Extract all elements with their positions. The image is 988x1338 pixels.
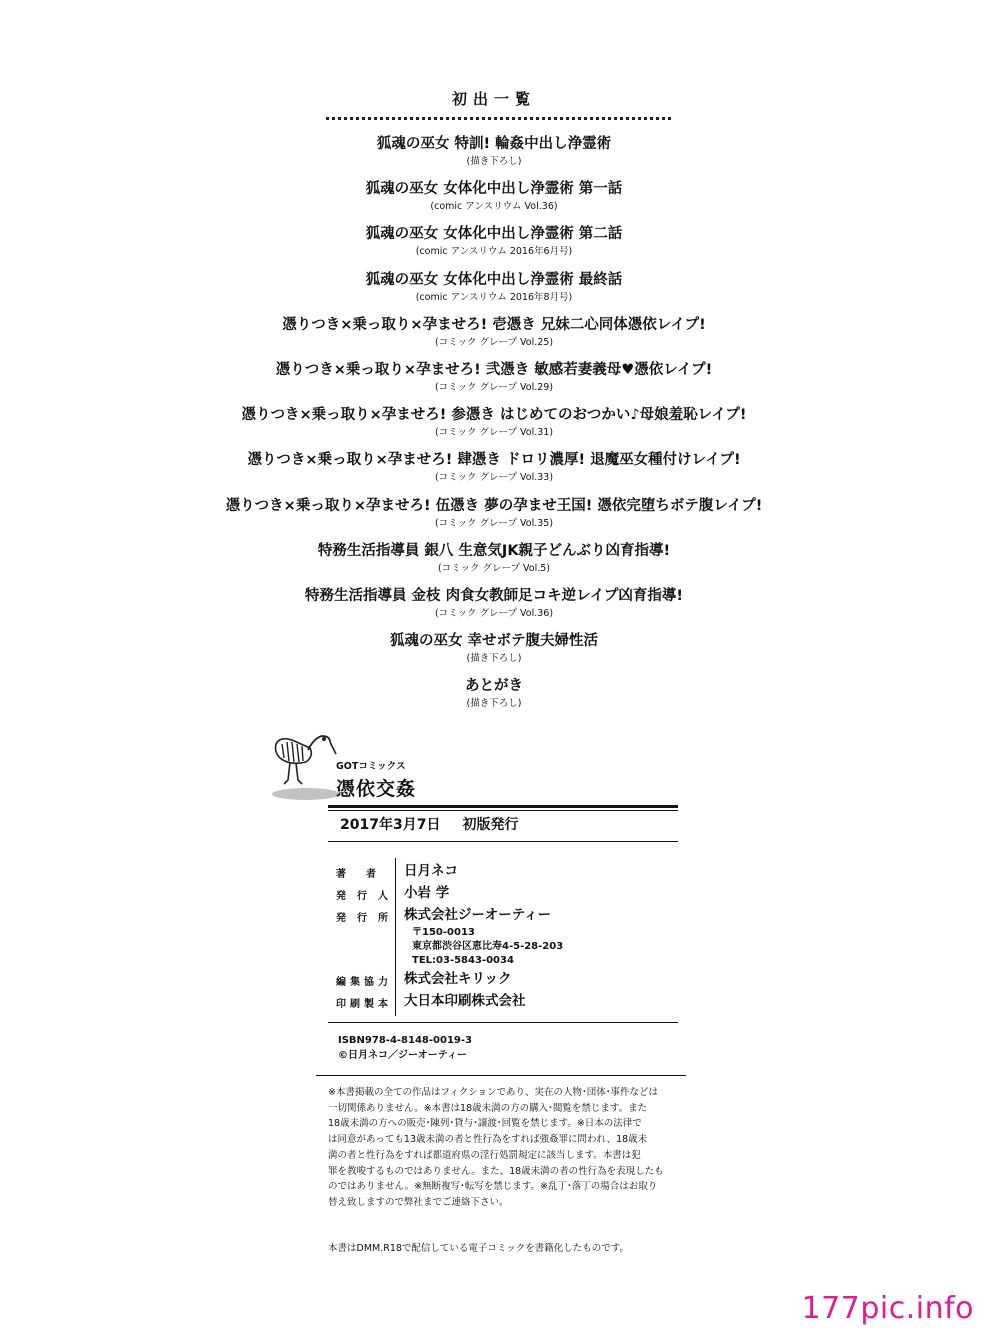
- entry-title: 憑りつき×乗っ取り×孕ませろ! 参憑き はじめてのおつかい♪母娘羞恥レイプ!: [241, 407, 747, 424]
- credit-label: 発 行 人: [336, 891, 388, 902]
- address-street: 東京都渋谷区恵比寿4-5-28-203: [412, 941, 564, 952]
- entry-title: 憑りつき×乗っ取り×孕ませろ! 肆憑き ドロリ濃厚! 退魔巫女種付けレイプ!: [247, 452, 741, 469]
- credit-label: 印 刷 製 本: [336, 999, 388, 1010]
- entry-source: (コミック グレープ Vol.25): [434, 336, 554, 348]
- list-item: [0, 585, 988, 630]
- credit-label: 発 行 所: [336, 913, 388, 924]
- notice-line: 一切関係ありません。※本書は18歳未満の方の購入･閲覧を禁じます。また: [328, 1102, 648, 1114]
- list-item: [0, 675, 988, 720]
- credit-value: 日月ネコ: [404, 863, 458, 879]
- book-title: 憑依交姦: [336, 778, 417, 800]
- credit-value: 大日本印刷株式会社: [404, 993, 526, 1009]
- list-item: [0, 223, 988, 268]
- credit-value: 株式会社ジーオーティー: [404, 907, 552, 923]
- notice-line: のではありません。※無断複写･転写を禁じます。※乱丁･落丁の場合はお取り: [328, 1181, 658, 1193]
- isbn: ISBN978-4-8148-0019-3: [338, 1035, 472, 1046]
- list-item: [0, 630, 988, 675]
- entry-source: (コミック グレープ Vol.36): [434, 607, 554, 619]
- isbn-block: [338, 1033, 472, 1063]
- entry-source: (コミック グレープ Vol.29): [434, 381, 554, 393]
- entry-source: (描き下ろし): [466, 698, 522, 710]
- list-item: [0, 269, 988, 314]
- publication-date: [340, 814, 540, 834]
- entry-title: 憑りつき×乗っ取り×孕ませろ! 伍憑き 夢の孕ませ王国! 憑依完堕ちボテ腹レイプ!: [225, 497, 763, 514]
- entry-source: (コミック グレープ Vol.33): [434, 472, 554, 484]
- dotted-divider: [326, 117, 671, 120]
- address-postal: 〒150-0013: [412, 927, 475, 938]
- notice-line: 罪を教唆するものではありません。また、18歳未満の者の性行為を表現したも: [328, 1165, 664, 1177]
- entry-source: (コミック グレープ Vol.31): [434, 427, 554, 439]
- credit-row-editorial: [336, 968, 676, 990]
- list-item: [0, 359, 988, 404]
- dmm-note: 本書はDMM.R18で配信している電子コミックを書籍化したものです。: [328, 1243, 629, 1254]
- notice-line: ※本書掲載の全ての作品はフィクションであり、実在の人物･団体･事件などは: [328, 1087, 659, 1098]
- entry-title: 狐魂の巫女 女体化中出し浄霊術 最終話: [365, 271, 623, 288]
- entry-source: (comic アンスリウム 2016年8月号): [415, 291, 573, 303]
- credit-row-publisher: [336, 882, 676, 904]
- notice-line: 替え致しますので弊社までご連絡下さい。: [328, 1196, 509, 1208]
- credit-row-printing: [336, 990, 676, 1012]
- entry-title: 狐魂の巫女 女体化中出し浄霊術 第一話: [365, 181, 623, 198]
- entry-source: (描き下ろし): [466, 156, 522, 167]
- entry-source: (描き下ろし): [466, 653, 522, 665]
- entry-source: (コミック グレープ Vol.35): [434, 517, 554, 529]
- entry-title: 憑りつき×乗っ取り×孕ませろ! 弐憑き 敏感若妻義母♥憑依レイプ!: [275, 361, 713, 378]
- entry-source: (コミック グレープ Vol.5): [437, 562, 551, 574]
- list-item: [0, 540, 988, 585]
- divider: [328, 841, 678, 842]
- address-tel: TEL:03-5843-0034: [412, 955, 514, 966]
- divider: [316, 1075, 686, 1076]
- entry-title: 憑りつき×乗っ取り×孕ませろ! 壱憑き 兄妹二心同体憑依レイプ!: [282, 316, 706, 333]
- notice-line: は同意があっても13歳未満の者と性行為をすれば強姦罪に問われ、18歳未: [328, 1134, 648, 1146]
- entry-source: (comic アンスリウム 2016年6月号): [415, 246, 573, 258]
- list-item: [0, 404, 988, 449]
- entry-title: あとがき: [465, 678, 523, 695]
- entry-title: 狐魂の巫女 特訓! 輪姦中出し浄霊術: [376, 136, 612, 152]
- list-item: [0, 178, 988, 223]
- list-item: [0, 314, 988, 359]
- legal-notice: [328, 1085, 684, 1211]
- date-text: 2017年3月7日: [340, 817, 441, 833]
- bird-logo-icon: [270, 722, 340, 802]
- list-item: [0, 133, 988, 178]
- credit-value: 株式会社キリック: [404, 971, 512, 987]
- entry-source: (comic アンスリウム Vol.36): [430, 201, 558, 213]
- notice-line: 満の者と性行為をすれば都道府県の淫行処罰規定に該当します。本書は犯: [328, 1149, 641, 1161]
- divider: [328, 805, 678, 808]
- divider: [328, 1022, 678, 1023]
- watermark-link[interactable]: 177pic.info: [801, 1291, 974, 1326]
- credits: [336, 860, 676, 1012]
- entry-title: 狐魂の巫女 幸せボテ腹夫婦性活: [389, 633, 599, 650]
- entry-title: 特務生活指導員 金枝 肉食女教師足コキ逆レイプ凶育指導!: [304, 587, 684, 604]
- credit-row-publishing-office: [336, 904, 676, 926]
- entry-title: 狐魂の巫女 女体化中出し浄霊術 第二話: [365, 226, 623, 243]
- credit-value: 小岩 学: [404, 885, 450, 901]
- notice-line: 18歳未満の方への販売･陳列･貸与･譲渡･回覧を禁じます。※日本の法律で: [328, 1118, 642, 1130]
- entry-title: 特務生活指導員 銀八 生意気JK親子どんぶり凶育指導!: [317, 542, 671, 559]
- edition-text: 初版発行: [462, 817, 519, 833]
- first-appearance-heading: 初出一覧: [451, 90, 536, 108]
- divider: [328, 810, 678, 811]
- list-item: [0, 449, 988, 494]
- credit-row-author: [336, 860, 676, 882]
- series-label: GOTコミックス: [336, 761, 406, 772]
- list-item: [0, 495, 988, 540]
- credit-label: 著 者: [336, 869, 376, 880]
- first-appearance-list: [0, 133, 988, 720]
- credit-label: 編 集 協 力: [336, 977, 388, 988]
- copyright: ©日月ネコ／ジーオーティー: [338, 1050, 467, 1061]
